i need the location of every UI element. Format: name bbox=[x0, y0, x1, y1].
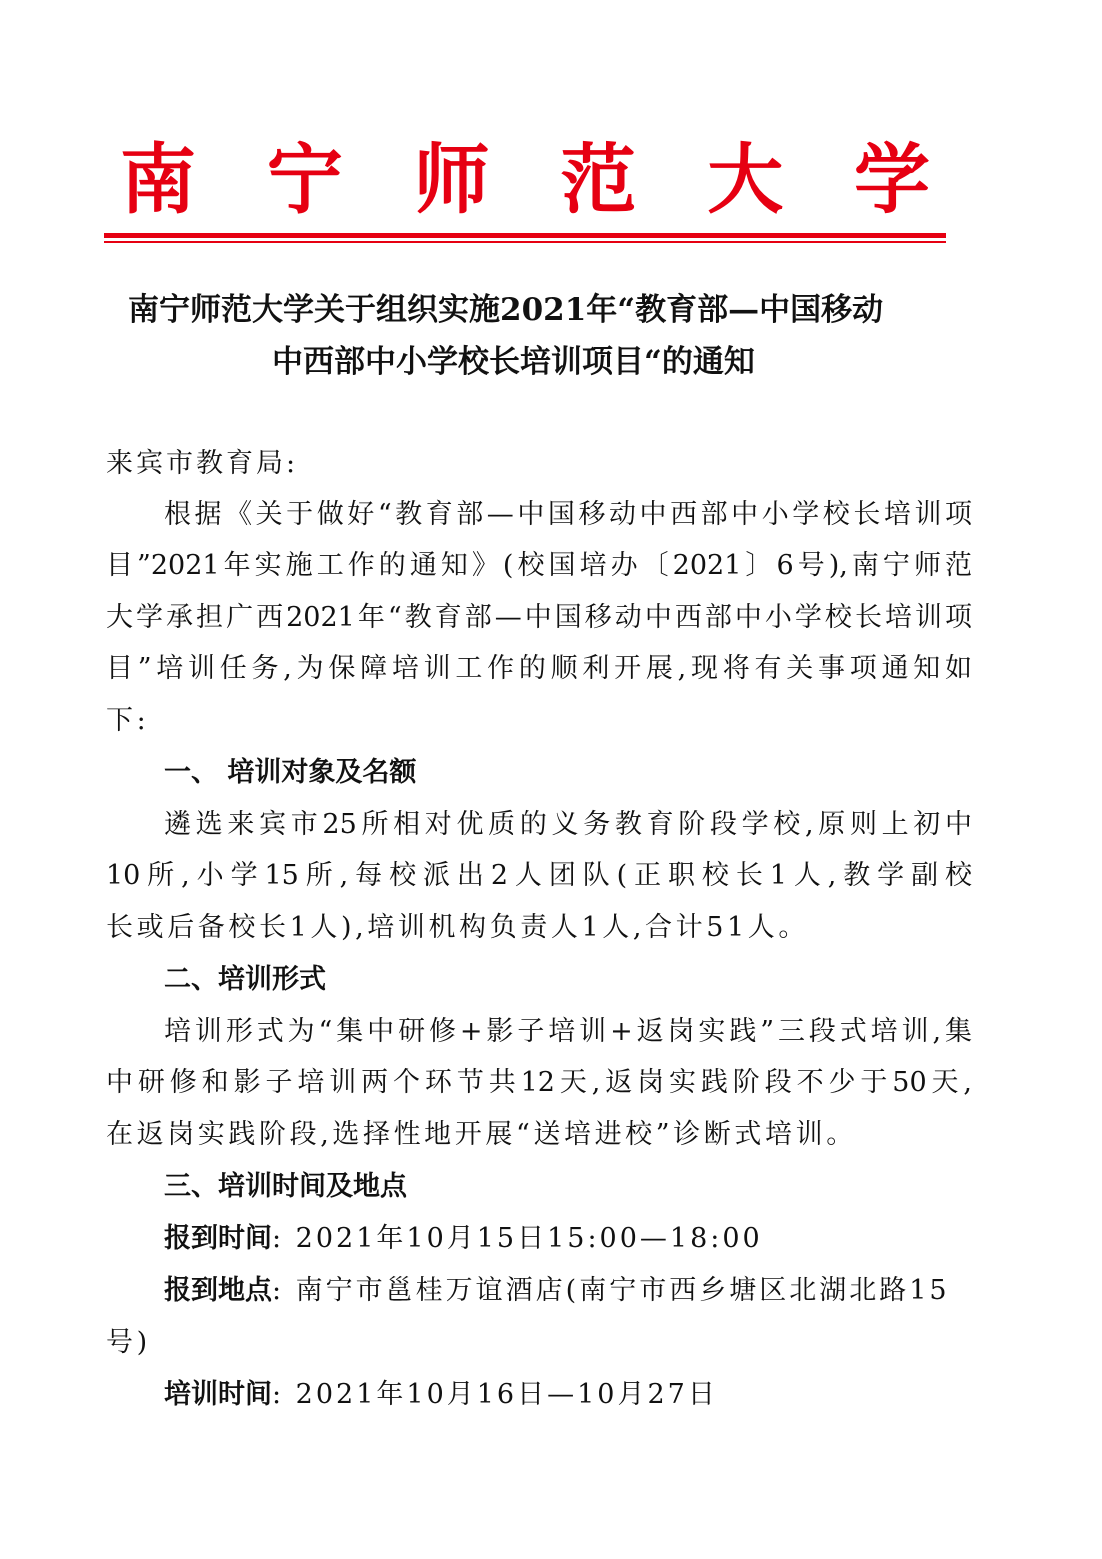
paragraph-line: 长或后备校长1人),培训机构负责人1人,合计51人。 bbox=[106, 912, 810, 943]
report-place-value: : 南宁市邕桂万谊酒店(南宁市西乡塘区北湖北路15 bbox=[272, 1275, 950, 1306]
training-time-row bbox=[164, 1377, 718, 1413]
masthead-char: 宁 bbox=[266, 135, 343, 224]
report-time-value: : 2021年10月15日15:00—18:00 bbox=[272, 1223, 763, 1254]
report-place-label: 报到地点 bbox=[164, 1275, 272, 1306]
document-title-line-1: 南宁师范大学关于组织实施2021年“教育部—中国移动 bbox=[128, 292, 884, 328]
section-heading: 三、培训时间及地点 bbox=[164, 1171, 407, 1202]
report-place-row bbox=[164, 1273, 972, 1309]
masthead-char: 范 bbox=[560, 135, 637, 224]
report-time-row bbox=[164, 1221, 763, 1257]
report-place-continued: 号) bbox=[106, 1327, 151, 1358]
paragraph-line: 根据《关于做好“教育部—中国移动中西部中小学校长培训项 bbox=[164, 499, 972, 530]
section-heading: 一、 培训对象及名额 bbox=[164, 757, 417, 788]
paragraph-line: 中研修和影子培训两个环节共12天,返岗实践阶段不少于50天, bbox=[106, 1067, 972, 1098]
paragraph-line: 培训形式为“集中研修+影子培训+返岗实践”三段式培训,集 bbox=[164, 1016, 972, 1047]
red-divider-thick bbox=[104, 233, 946, 238]
red-divider-thin bbox=[104, 241, 946, 243]
paragraph-line: 下: bbox=[106, 705, 150, 736]
masthead-university-name bbox=[104, 135, 946, 224]
paragraph-line: 大学承担广西2021年“教育部—中国移动中西部中小学校长培训项 bbox=[106, 602, 972, 633]
document-title-line-2: 中西部中小学校长培训项目“的通知 bbox=[272, 344, 755, 380]
masthead-char: 南 bbox=[120, 135, 196, 224]
training-time-label: 培训时间 bbox=[164, 1379, 272, 1410]
report-time-label: 报到时间 bbox=[164, 1223, 272, 1254]
masthead-char: 师 bbox=[413, 135, 490, 224]
addressee: 来宾市教育局: bbox=[106, 448, 299, 479]
paragraph-line: 目”2021年实施工作的通知》(校国培办〔2021〕6号),南宁师范 bbox=[106, 550, 972, 581]
paragraph-line: 在返岗实践阶段,选择性地开展“送培进校”诊断式培训。 bbox=[106, 1119, 857, 1150]
masthead-char: 学 bbox=[853, 135, 930, 224]
paragraph-line: 遴选来宾市25所相对优质的义务教育阶段学校,原则上初中 bbox=[164, 809, 972, 840]
section-heading: 二、培训形式 bbox=[164, 964, 326, 995]
masthead-char: 大 bbox=[707, 135, 784, 224]
paragraph-line: 10所,小学15所,每校派出2人团队(正职校长1人,教学副校 bbox=[106, 860, 972, 891]
paragraph-line: 目”培训任务,为保障培训工作的顺利开展,现将有关事项通知如 bbox=[106, 653, 972, 684]
training-time-value: : 2021年10月16日—10月27日 bbox=[272, 1379, 718, 1410]
